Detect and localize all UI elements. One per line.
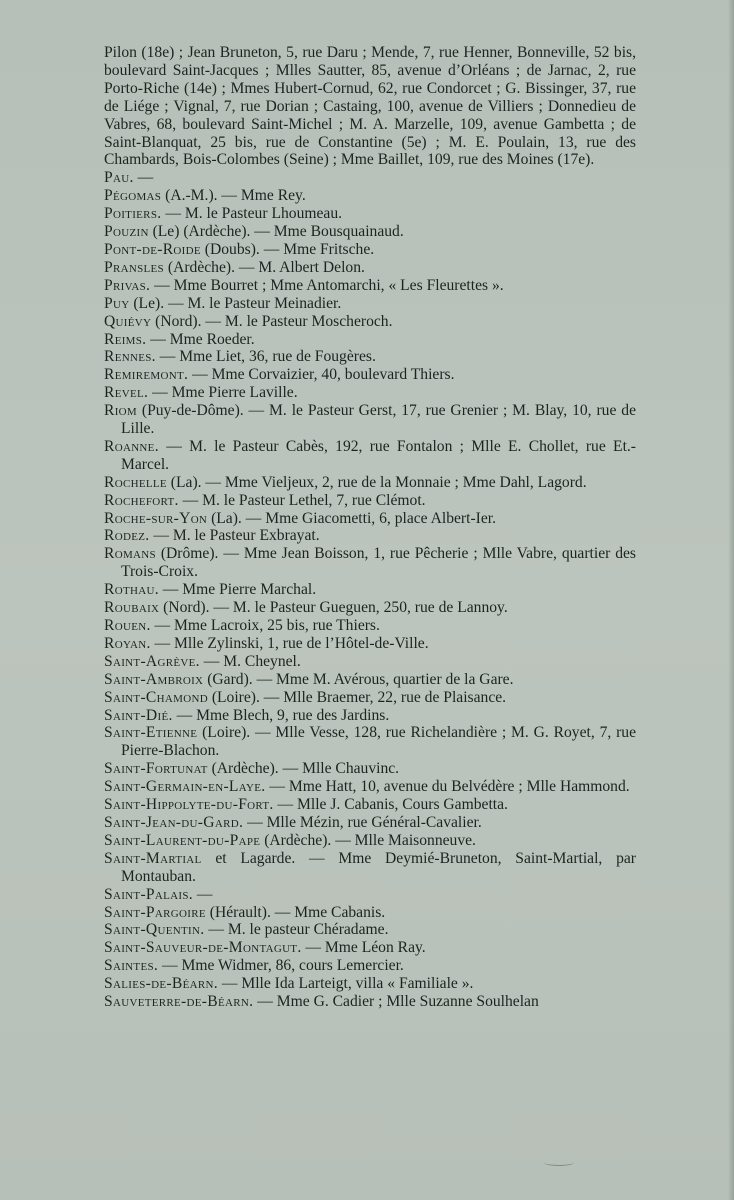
- directory-entry: [104, 366, 636, 384]
- entry-text: — Mme G. Cadier ; Mlle Suzanne Soulhelan: [253, 993, 539, 1011]
- entry-text: (Puy-de-Dôme). — M. le Pasteur Gerst, 17, rue Grenier ; M. Blay, 10, rue de Lille.: [121, 402, 636, 438]
- directory-entry: [104, 205, 636, 223]
- directory-entry: [104, 169, 636, 187]
- city-name: Rothau.: [104, 581, 159, 599]
- directory-entry: [104, 44, 636, 169]
- entry-text: (Ardèche). — Mlle Chauvinc.: [207, 760, 400, 778]
- entry-text: — Mlle Zylinski, 1, rue de l’Hôtel-de-Ville.: [150, 634, 429, 652]
- directory-entry: [104, 599, 636, 617]
- city-name: Salies-de-Béarn.: [104, 975, 218, 993]
- entry-text: — Mme Léon Ray.: [301, 939, 426, 957]
- city-name: Saint-Dié.: [104, 706, 173, 724]
- directory-entry: [104, 187, 636, 205]
- city-name: Saint-Sauveur-de-Montagut.: [104, 939, 302, 957]
- city-name: Reims.: [104, 330, 147, 348]
- entry-text: (Loire). — Mlle Vesse, 128, rue Richelandière ; M. G. Royet, 7, rue Pierre-Blachon.: [121, 724, 636, 760]
- city-name: Remiremont.: [104, 366, 189, 384]
- directory-entry: [104, 510, 636, 528]
- directory-entry: [104, 313, 636, 331]
- city-name: Saint-Laurent-du-Pape: [104, 831, 261, 849]
- directory-entry: [104, 939, 636, 957]
- entry-text: — Mme Pierre Marchal.: [158, 581, 317, 599]
- city-name: Rennes.: [104, 348, 156, 366]
- directory-entry: [104, 527, 636, 545]
- city-name: Privas.: [104, 276, 151, 294]
- city-name: Pouzin: [104, 223, 149, 241]
- entry-text: (Le). — M. le Pasteur Meinadier.: [129, 294, 342, 312]
- entry-text: — M. le Pasteur Exbrayat.: [149, 527, 320, 545]
- directory-entry: [104, 689, 636, 707]
- city-name: Saint-Hippolyte-du-Fort.: [104, 796, 274, 814]
- directory-entry: [104, 760, 636, 778]
- city-name: Saint-Chamond: [104, 688, 208, 706]
- entry-text: (Doubs). — Mme Fritsche.: [200, 240, 375, 258]
- directory-entry: [104, 474, 636, 492]
- directory-entry: [104, 707, 636, 725]
- directory-entry: [104, 545, 636, 581]
- directory-entry: [104, 259, 636, 277]
- city-name: Pégomas: [104, 187, 162, 205]
- directory-entry: [104, 438, 636, 474]
- city-name: Saint-Fortunat: [104, 760, 208, 778]
- directory-entry: [104, 277, 636, 295]
- directory-entry: [104, 957, 636, 975]
- city-name: Roche-sur-Yon: [104, 509, 208, 527]
- city-name: Saint-Jean-du-Gard.: [104, 813, 244, 831]
- city-name: Quiévy: [104, 312, 152, 330]
- entry-text: (La). — Mme Giacometti, 6, place Albert-Ier.: [207, 509, 496, 527]
- city-name: Saint-Agrève.: [104, 652, 200, 670]
- directory-entry: [104, 850, 636, 886]
- directory-entry: [104, 724, 636, 760]
- page-edge-shadow: [728, 0, 734, 1200]
- directory-entry: [104, 223, 636, 241]
- directory-entry: [104, 975, 636, 993]
- city-name: Saint-Pargoire: [104, 903, 206, 921]
- city-name: Romans: [104, 545, 156, 563]
- entry-text: — Mlle Mézin, rue Général-Cavalier.: [243, 813, 482, 831]
- city-name: Riom: [104, 402, 137, 420]
- entry-text: (Nord). — M. le Pasteur Moscheroch.: [151, 312, 393, 330]
- entry-text: et Lagarde. — Mme Deymié-Bruneton, Saint-Martial, par Montauban.: [121, 849, 636, 885]
- directory-entry: [104, 492, 636, 510]
- entry-text: (Ardèche). — Mlle Maisonneuve.: [260, 831, 476, 849]
- entry-text: — M. le pasteur Chéradame.: [204, 921, 389, 939]
- entry-text: — Mlle Ida Larteigt, villa « Familiale ».: [217, 975, 474, 993]
- entry-text: (Gard). — Mme M. Avérous, quartier de la Gare.: [203, 670, 514, 688]
- directory-list: [104, 44, 636, 1011]
- entry-text: (Drôme). — Mme Jean Boisson, 1, rue Pêcherie ; Mlle Vabre, quartier des Trois-Croix.: [121, 545, 636, 581]
- directory-entry: [104, 653, 636, 671]
- city-name: Puy: [104, 294, 130, 312]
- entry-text: — Mme Pierre Laville.: [148, 384, 298, 402]
- directory-entry: [104, 886, 636, 904]
- entry-text: — M. le Pasteur Lhoumeau.: [161, 205, 343, 223]
- city-name: Saint-Ambroix: [104, 670, 204, 688]
- city-name: Rouen.: [104, 617, 151, 634]
- entry-text: (Ardèche). — M. Albert Delon.: [163, 258, 365, 276]
- entry-text: — Mme Corvaizier, 40, boulevard Thiers.: [188, 366, 455, 384]
- city-name: Sauveterre-de-Béarn.: [104, 993, 254, 1011]
- entry-text: — Mme Liet, 36, rue de Fougères.: [155, 348, 376, 366]
- directory-entry: [104, 635, 636, 653]
- directory-entry: [104, 814, 636, 832]
- city-name: Poitiers.: [104, 205, 162, 223]
- directory-entry: [104, 671, 636, 689]
- city-name: Rodez.: [104, 527, 150, 545]
- city-name: Saintes.: [104, 957, 159, 975]
- entry-text: (A.-M.). — Mme Rey.: [161, 187, 306, 205]
- city-name: Saint-Germain-en-Laye.: [104, 778, 266, 796]
- directory-entry: [104, 617, 636, 635]
- city-name: Revel.: [104, 384, 149, 402]
- directory-entry: [104, 581, 636, 599]
- city-name: Pont-de-Roide: [104, 240, 201, 258]
- city-name: Pau.: [104, 169, 134, 187]
- city-name: Royan.: [104, 634, 151, 652]
- entry-text: (Hérault). — Mme Cabanis.: [205, 903, 386, 921]
- entry-text: — Mme Lacroix, 25 bis, rue Thiers.: [150, 617, 380, 634]
- directory-entry: [104, 331, 636, 349]
- directory-entry: [104, 241, 636, 259]
- entry-text: (Loire). — Mlle Braemer, 22, rue de Plaisance.: [207, 688, 507, 706]
- directory-entry: [104, 921, 636, 939]
- entry-text: —: [193, 885, 213, 903]
- directory-entry: [104, 348, 636, 366]
- entry-text: (Nord). — M. le Pasteur Gueguen, 250, rue de Lannoy.: [159, 599, 508, 617]
- entry-text: — Mme Roeder.: [146, 330, 255, 348]
- entry-text: (Le) (Ardèche). — Mme Bousquainaud.: [148, 223, 404, 241]
- entry-text: — M. le Pasteur Lethel, 7, rue Clémot.: [178, 491, 426, 509]
- directory-entry: [104, 402, 636, 438]
- entry-text: — Mme Widmer, 86, cours Lemercier.: [158, 957, 404, 975]
- city-name: Roanne.: [104, 437, 159, 455]
- entry-text: — M. le Pasteur Cabès, 192, rue Fontalon ; Mlle E. Chollet, rue Et.-Marcel.: [121, 437, 636, 473]
- entry-text: — Mme Hatt, 10, avenue du Belvédère ; Mlle Hammond.: [265, 778, 630, 796]
- entry-text: — Mme Bourret ; Mme Antomarchi, « Les Fleurettes ».: [150, 276, 504, 294]
- directory-entry: [104, 832, 636, 850]
- entry-text: — M. Cheynel.: [199, 652, 301, 670]
- city-name: Pransles: [104, 258, 164, 276]
- city-name: Rochefort.: [104, 491, 179, 509]
- directory-entry: [104, 796, 636, 814]
- city-name: Saint-Etienne: [104, 724, 198, 742]
- entry-text: —: [133, 169, 154, 187]
- city-name: Saint-Quentin.: [104, 921, 205, 939]
- paper-mark: [544, 1159, 574, 1166]
- directory-entry: [104, 778, 636, 796]
- city-name: Roubaix: [104, 599, 160, 617]
- city-name: Rochelle: [104, 473, 167, 491]
- entry-text: (La). — Mme Vieljeux, 2, rue de la Monnaie ; Mme Dahl, Lagord.: [166, 473, 587, 491]
- entry-text: Pilon (18e) ; Jean Bruneton, 5, rue Daru ; Mende, 7, rue Henner, Bonneville, 52 bis, boulevard Saint-Jacques ; Mlles Sautter, 85, avenue d’Orléans ; de Jarnac, 2, rue Porto-Riche (14e) ; Mmes Hubert-Cornud, 62, rue Condorcet ; G. Bissinger, 37, rue de Liége ; Vignal, 7, rue Dorian ; Castaing, 100, avenue de Villiers ; Donnedieu de Vabres, 68, boulevard Saint-Michel ; M. A. Marzelle, 109, avenue Gambetta ; de Saint-Blanquat, 25 bis, rue de Constantine (5e) ; M. E. Poulain, 13, rue des Chambards, Bois-Colombes (Seine) ; Mme Baillet, 109, rue des Moines (17e).: [104, 44, 636, 169]
- entry-text: — Mme Blech, 9, rue des Jardins.: [172, 706, 390, 724]
- entry-text: — Mlle J. Cabanis, Cours Gambetta.: [273, 796, 508, 814]
- directory-entry: [104, 384, 636, 402]
- directory-entry: [104, 295, 636, 313]
- directory-entry: [104, 993, 636, 1011]
- city-name: Saint-Palais.: [104, 885, 193, 903]
- city-name: Saint-Martial: [104, 849, 202, 867]
- directory-entry: [104, 904, 636, 922]
